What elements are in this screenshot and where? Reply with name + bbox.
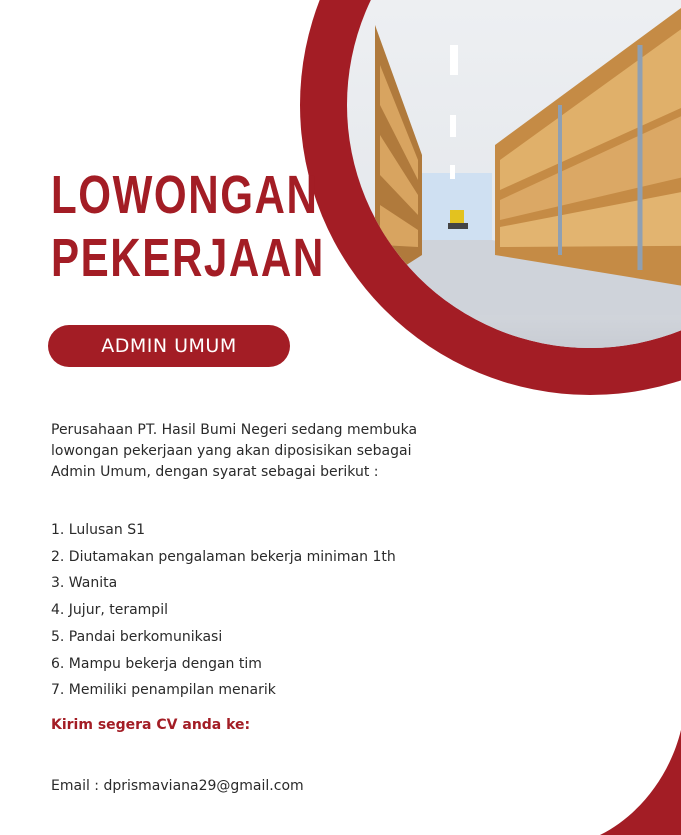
cta-heading: Kirim segera CV anda ke:	[51, 717, 251, 733]
requirement-item: 7. Memiliki penampilan menarik	[51, 682, 276, 699]
position-badge	[48, 325, 290, 367]
intro-line: lowongan pekerjaan yang akan diposisikan sebagai	[51, 443, 412, 459]
requirement-item: 3. Wanita	[51, 575, 118, 592]
intro-line: Admin Umum, dengan syarat sebagai berikut :	[51, 464, 379, 480]
requirement-item: 6. Mampu bekerja dengan tim	[51, 655, 262, 672]
requirement-item: 2. Diutamakan pengalaman bekerja miniman 1th	[51, 548, 396, 565]
warehouse-photo-circle	[300, 0, 681, 395]
position-label: ADMIN UMUM	[101, 335, 237, 357]
requirement-item: 5. Pandai berkomunikasi	[51, 628, 223, 645]
requirement-item: 4. Jujur, terampil	[51, 602, 168, 619]
title-line-2: PEKERJAAN	[51, 228, 325, 288]
red-corner-accent	[600, 730, 681, 835]
intro-paragraph	[51, 420, 501, 483]
requirements-list	[51, 517, 396, 704]
title-line-1: LOWONGAN	[51, 165, 319, 225]
requirement-item: 1. Lulusan S1	[51, 522, 145, 538]
intro-line: Perusahaan PT. Hasil Bumi Negeri sedang membuka	[51, 422, 418, 438]
contact-email: Email : dprismaviana29@gmail.com	[51, 778, 304, 794]
